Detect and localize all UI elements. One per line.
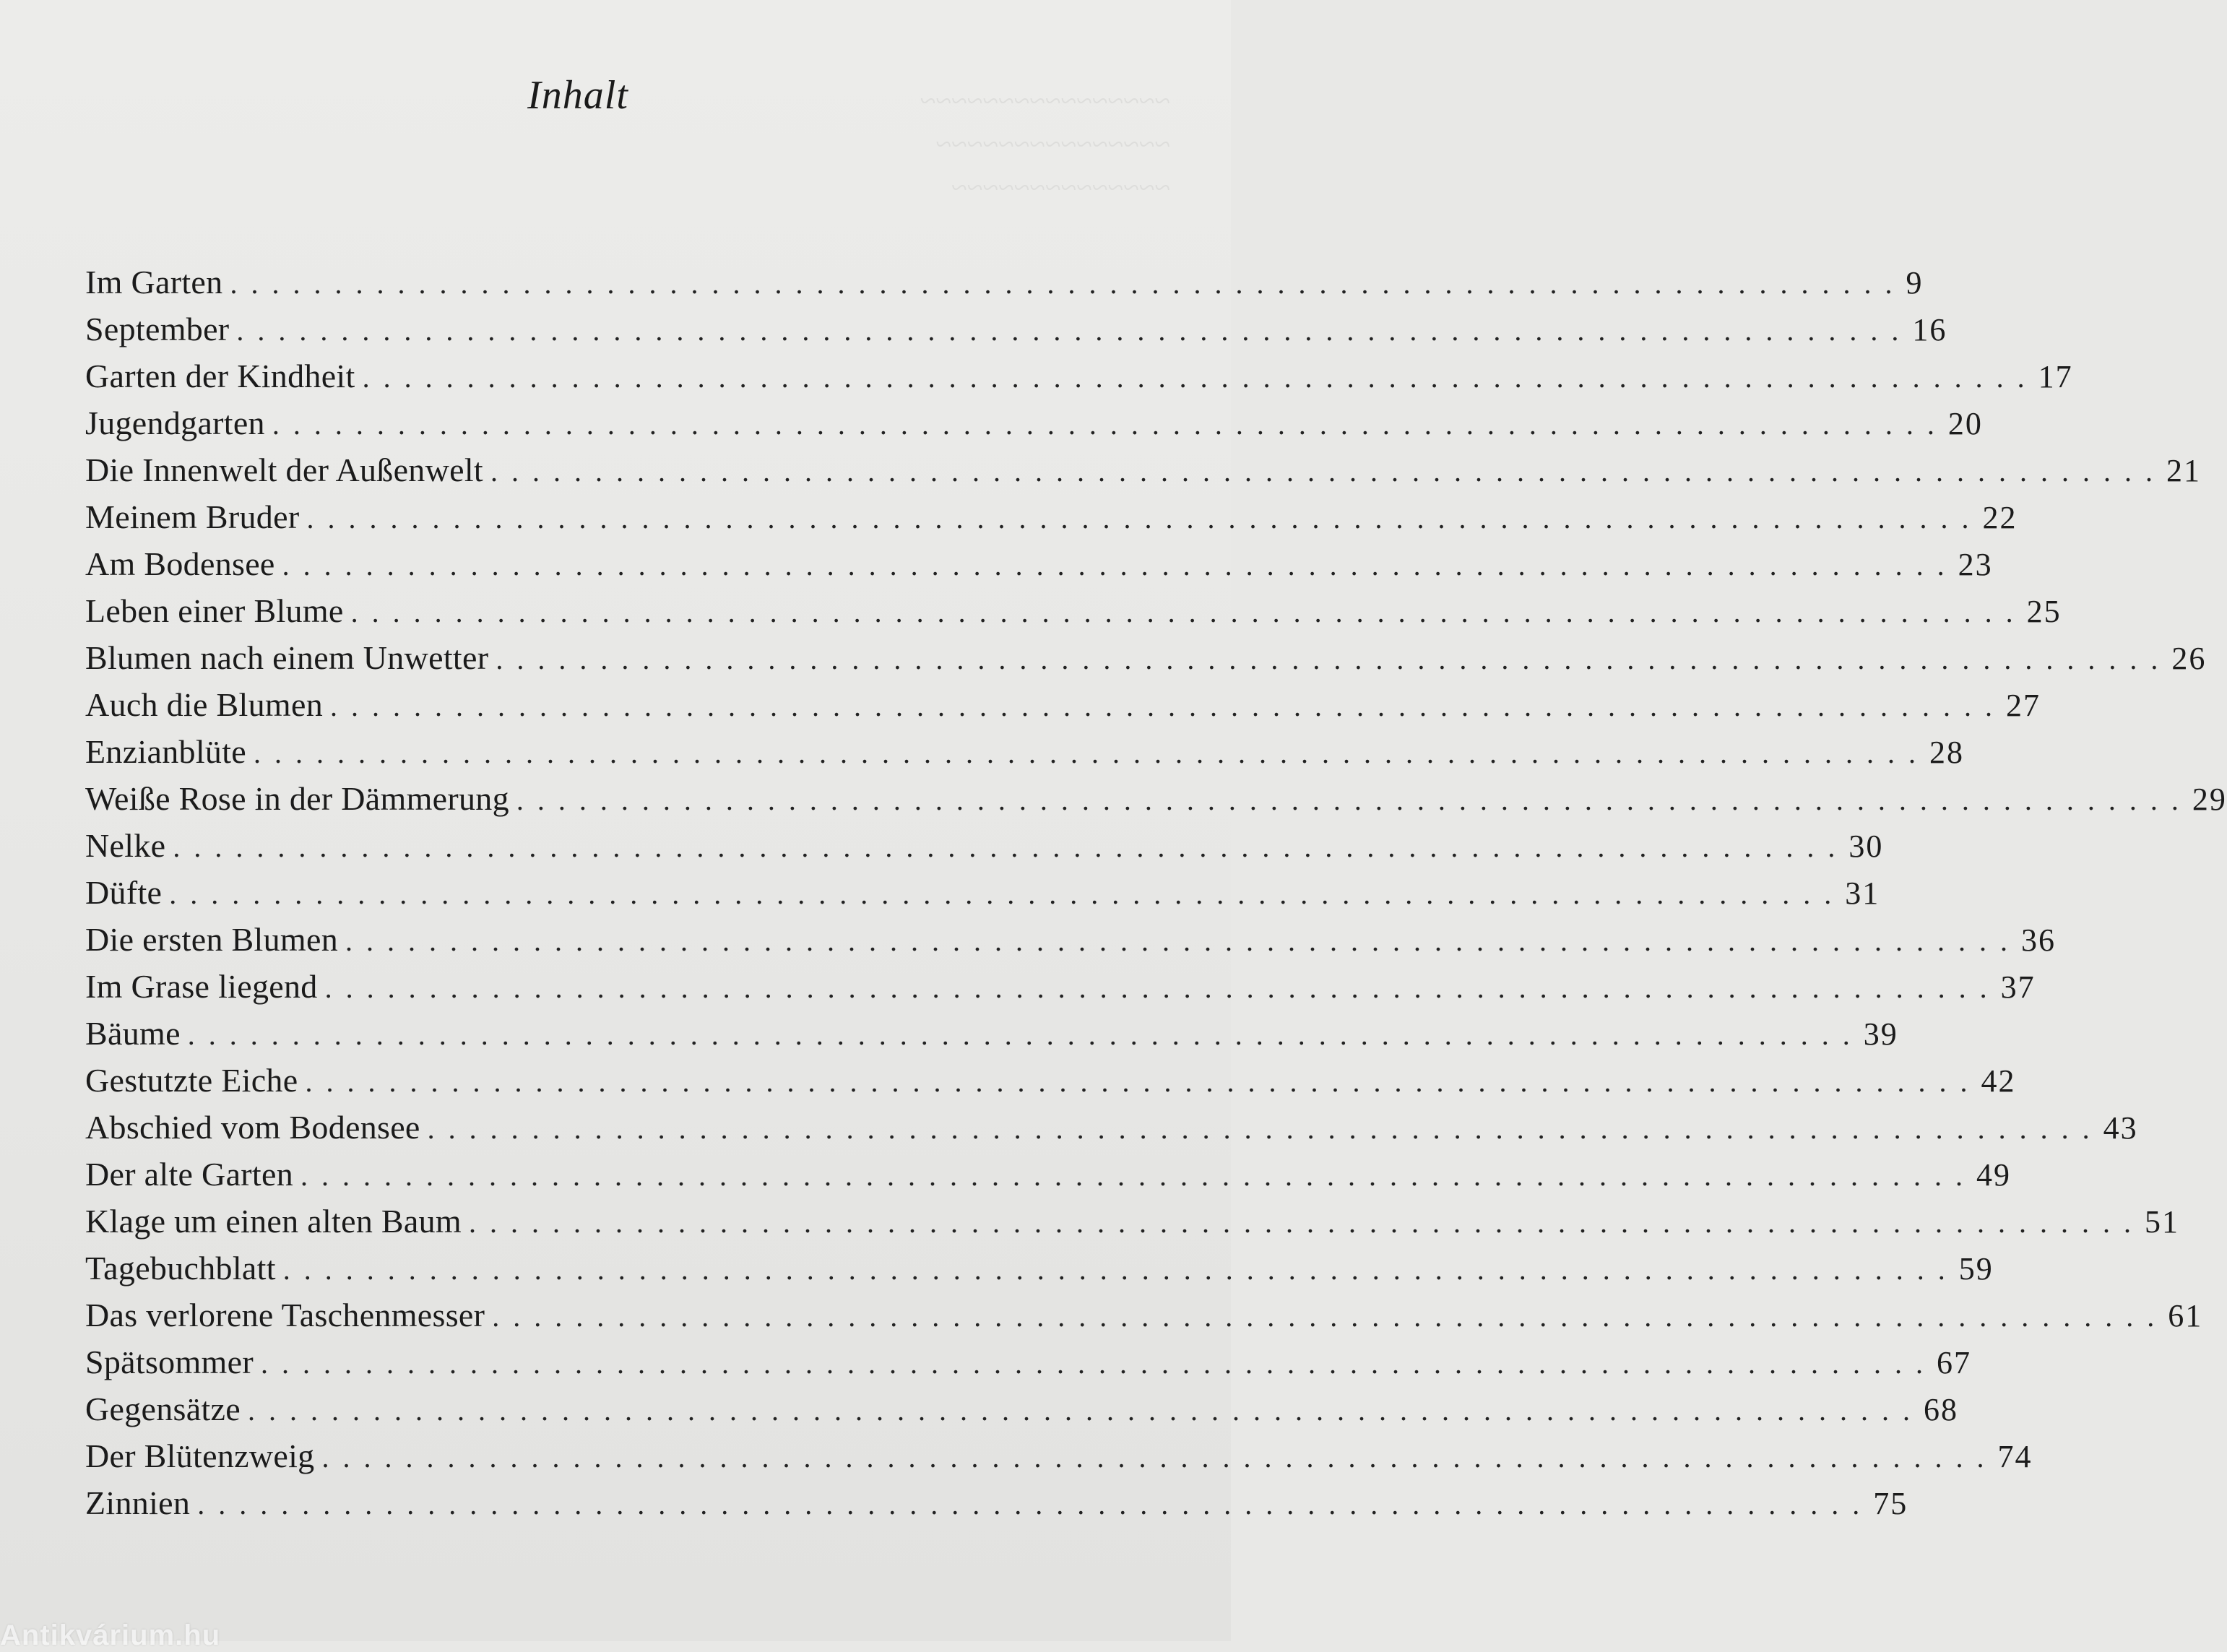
toc-entry-page-number: 25 — [2026, 594, 2062, 629]
toc-leader-dots: ................................................................................ — [230, 267, 1906, 300]
toc-leader-dots: ................................................................................ — [282, 1253, 1959, 1286]
toc-entry-page-number: 43 — [2103, 1110, 2138, 1146]
toc-leader-dots: ................................................................................ — [272, 408, 1948, 441]
toc-entry — [85, 1057, 2016, 1104]
toc-leader-dots: ................................................................................ — [516, 784, 2192, 816]
toc-entry-title: Im Garten — [85, 264, 223, 300]
toc-entry — [85, 1385, 1958, 1432]
toc-leader-dots: ................................................................................ — [306, 502, 1983, 535]
toc-entry-title: Die ersten Blumen — [85, 921, 339, 958]
toc-entry-title: Klage um einen alten Baum — [85, 1203, 462, 1240]
toc-entry-page-number: 29 — [2192, 782, 2227, 817]
toc-leader-dots: ................................................................................ — [496, 643, 2172, 675]
toc-entry — [85, 728, 1964, 775]
toc-entry-title: Der alte Garten — [85, 1156, 294, 1193]
toc-entry-title: Am Bodensee — [85, 545, 275, 582]
toc-leader-dots: ................................................................................ — [492, 1300, 2168, 1333]
toc-entry-page-number: 21 — [2166, 453, 2201, 488]
toc-entry — [85, 259, 1924, 306]
toc-entry-title: Garten der Kindheit — [85, 358, 355, 394]
toc-entry-title: Enzianblüte — [85, 733, 246, 770]
toc-leader-dots: ................................................................................ — [362, 361, 2038, 394]
toc-entry-page-number: 42 — [1981, 1063, 2016, 1099]
toc-entry-title: Bäume — [85, 1015, 181, 1052]
toc-entry — [85, 1479, 1908, 1526]
toc-leader-dots: ................................................................................ — [321, 1441, 1998, 1474]
table-of-contents — [85, 259, 2227, 1526]
toc-entry-title: Meinem Bruder — [85, 498, 300, 535]
toc-entry-page-number: 22 — [1982, 500, 2018, 535]
toc-entry-title: Nelke — [85, 827, 166, 864]
toc-entry-page-number: 67 — [1936, 1345, 1971, 1380]
toc-entry-page-number: 9 — [1906, 265, 1924, 300]
toc-entry-page-number: 68 — [1924, 1392, 1958, 1427]
toc-entry — [85, 775, 2227, 822]
toc-entry-page-number: 17 — [2038, 359, 2073, 394]
toc-entry-title: Weiße Rose in der Dämmerung — [85, 780, 509, 817]
toc-entry-title: Abschied vom Bodensee — [85, 1109, 420, 1146]
toc-entry — [85, 1010, 1898, 1057]
toc-entry — [85, 634, 2207, 681]
toc-entry-title: Die Innenwelt der Außenwelt — [85, 451, 483, 488]
toc-entry-title: Im Grase liegend — [85, 968, 318, 1005]
toc-leader-dots: ................................................................................ — [300, 1159, 1977, 1192]
toc-entry-page-number: 28 — [1929, 735, 1964, 770]
toc-entry-page-number: 51 — [2145, 1204, 2180, 1240]
toc-leader-dots: ................................................................................ — [345, 925, 2022, 957]
toc-entry-page-number: 26 — [2171, 641, 2207, 676]
toc-entry-title: Gegensätze — [85, 1391, 241, 1427]
toc-entry-page-number: 61 — [2168, 1298, 2203, 1333]
toc-entry — [85, 306, 1947, 353]
toc-leader-dots: ................................................................................ — [490, 455, 2166, 488]
toc-leader-dots: ................................................................................ — [254, 737, 1929, 769]
toc-entry-title: September — [85, 311, 230, 347]
toc-entry — [85, 446, 2201, 493]
toc-entry-page-number: 49 — [1976, 1157, 2012, 1193]
toc-entry-title: Der Blütenzweig — [85, 1437, 315, 1474]
toc-entry — [85, 587, 2062, 634]
toc-entry-page-number: 16 — [1912, 312, 1947, 347]
watermark: Antikvárium.hu — [0, 1619, 221, 1651]
toc-entry-page-number: 36 — [2021, 922, 2057, 958]
toc-entry — [85, 869, 1880, 916]
toc-leader-dots: ................................................................................ — [324, 972, 2001, 1004]
toc-entry — [85, 1292, 2203, 1339]
toc-entry-title: Düfte — [85, 874, 163, 911]
toc-entry — [85, 540, 1993, 587]
toc-entry — [85, 1104, 2138, 1151]
page-title: Inhalt — [527, 73, 628, 118]
toc-entry — [85, 1339, 1971, 1385]
toc-leader-dots: ................................................................................ — [248, 1394, 1924, 1427]
toc-entry-title: Blumen nach einem Unwetter — [85, 639, 489, 676]
toc-entry-page-number: 20 — [1947, 406, 1983, 441]
toc-entry — [85, 1432, 2033, 1479]
toc-leader-dots: ................................................................................ — [187, 1019, 1864, 1051]
bleed-through-shadow: ~~~~~~~~~~~~~~~~ ~~~~~~~~~~~~~~~ ~~~~~~~~~~~~~~ — [920, 85, 1170, 204]
toc-entry — [85, 1198, 2180, 1245]
toc-entry — [85, 353, 2073, 399]
toc-entry — [85, 681, 2041, 728]
toc-entry — [85, 822, 1884, 869]
toc-entry-title: Gestutzte Eiche — [85, 1062, 298, 1099]
toc-entry-title: Spätsommer — [85, 1344, 254, 1380]
toc-leader-dots: ................................................................................ — [330, 690, 2006, 722]
toc-leader-dots: ................................................................................ — [469, 1206, 2145, 1239]
toc-entry — [85, 399, 1983, 446]
toc-leader-dots: ................................................................................ — [260, 1347, 1937, 1380]
toc-leader-dots: ................................................................................ — [236, 314, 1913, 347]
toc-leader-dots: ................................................................................ — [282, 549, 1958, 581]
toc-entry-title: Auch die Blumen — [85, 686, 323, 723]
toc-entry-page-number: 75 — [1873, 1486, 1908, 1521]
toc-entry-page-number: 59 — [1958, 1251, 1994, 1286]
toc-entry-title: Tagebuchblatt — [85, 1250, 276, 1286]
toc-entry — [85, 493, 2018, 540]
toc-entry-title: Das verlorene Taschenmesser — [85, 1297, 485, 1333]
toc-leader-dots: ................................................................................ — [197, 1488, 1874, 1521]
toc-entry-page-number: 27 — [2006, 688, 2041, 723]
toc-entry-page-number: 74 — [1997, 1439, 2033, 1474]
toc-leader-dots: ................................................................................ — [350, 596, 2027, 628]
toc-leader-dots: ................................................................................ — [427, 1112, 2103, 1145]
toc-entry — [85, 1245, 1994, 1292]
toc-leader-dots: ................................................................................ — [305, 1065, 1981, 1098]
toc-entry — [85, 916, 2057, 963]
toc-entry — [85, 1151, 2012, 1198]
toc-entry-title: Zinnien — [85, 1484, 191, 1521]
toc-entry-title: Leben einer Blume — [85, 592, 344, 629]
toc-entry-title: Jugendgarten — [85, 405, 265, 441]
toc-leader-dots: ................................................................................ — [169, 878, 1846, 910]
toc-entry-page-number: 31 — [1845, 875, 1880, 911]
toc-entry-page-number: 23 — [1958, 547, 1993, 582]
toc-entry-page-number: 39 — [1863, 1016, 1898, 1052]
toc-entry-page-number: 37 — [2000, 969, 2036, 1005]
toc-entry-page-number: 30 — [1848, 829, 1884, 864]
toc-entry — [85, 963, 2036, 1010]
toc-leader-dots: ................................................................................ — [173, 831, 1849, 863]
